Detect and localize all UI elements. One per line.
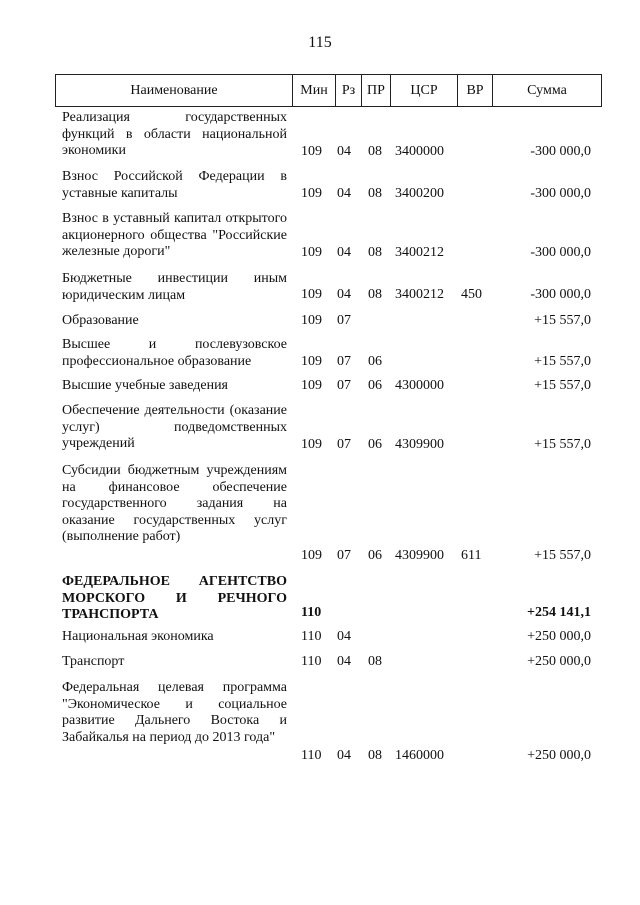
- row-csr: 4300000: [395, 378, 444, 393]
- row-sum: -300 000,0: [530, 287, 591, 302]
- row-rz: 04: [337, 245, 351, 260]
- row-name: Образование: [62, 313, 139, 328]
- row-min: 109: [301, 378, 322, 393]
- page-number: 115: [308, 34, 332, 51]
- row-pr: 06: [368, 548, 382, 563]
- row-pr: 06: [368, 437, 382, 452]
- row-name: Взнос Российской Федерации в уставные капиталы: [62, 169, 287, 201]
- row-pr: 08: [368, 287, 382, 302]
- row-sum: -300 000,0: [530, 144, 591, 159]
- row-sum: +250 000,0: [527, 654, 591, 669]
- header-csr: ЦСР: [390, 75, 457, 106]
- row-sum: +15 557,0: [534, 378, 591, 393]
- row-pr: 06: [368, 378, 382, 393]
- row-sum: -300 000,0: [530, 186, 591, 201]
- row-min: 109: [301, 245, 322, 260]
- row-sum: -300 000,0: [530, 245, 591, 260]
- header-vr: ВР: [457, 75, 492, 106]
- row-vr: 611: [461, 548, 482, 563]
- row-min: 110: [301, 629, 322, 644]
- row-min: 109: [301, 186, 322, 201]
- row-name: Бюджетные инвестиции иным юридическим лицам: [62, 271, 287, 303]
- row-name: Транспорт: [62, 654, 125, 669]
- row-name: Высшие учебные заведения: [62, 378, 228, 393]
- row-min: 109: [301, 354, 322, 369]
- row-rz: 04: [337, 748, 351, 763]
- header-min: Мин: [292, 75, 335, 106]
- row-name: ФЕДЕРАЛЬНОЕ АГЕНТСТВО МОРСКОГО И РЕЧНОГО ТРАНСПОРТА: [62, 574, 287, 622]
- row-rz: 07: [337, 437, 351, 452]
- header-name: Наименование: [130, 83, 218, 98]
- row-sum: +254 141,1: [527, 605, 591, 620]
- row-sum: +250 000,0: [527, 629, 591, 644]
- row-rz: 04: [337, 144, 351, 159]
- row-rz: 04: [337, 186, 351, 201]
- row-csr: 3400200: [395, 186, 444, 201]
- row-sum: +250 000,0: [527, 748, 591, 763]
- row-min: 110: [301, 654, 322, 669]
- row-rz: 07: [337, 548, 351, 563]
- row-min: 109: [301, 548, 322, 563]
- row-min: 109: [301, 437, 322, 452]
- row-csr: 4309900: [395, 437, 444, 452]
- row-name: Взнос в уставный капитал открытого акционерного общества "Российские железные дороги": [62, 211, 287, 259]
- row-csr: 1460000: [395, 748, 444, 763]
- row-name: Федеральная целевая программа "Экономическое и социальное развитие Дальнего Востока и Забайкалья на период до 2013 года": [62, 680, 287, 745]
- row-pr: 08: [368, 654, 382, 669]
- header-pr: ПР: [361, 75, 390, 106]
- row-pr: 08: [368, 186, 382, 201]
- header-rz: Рз: [335, 75, 361, 106]
- row-rz: 04: [337, 654, 351, 669]
- row-min: 110: [301, 605, 322, 620]
- row-pr: 06: [368, 354, 382, 369]
- row-name: Национальная экономика: [62, 629, 214, 644]
- row-min: 109: [301, 313, 322, 328]
- row-csr: 3400212: [395, 245, 444, 260]
- row-vr: 450: [461, 287, 482, 302]
- row-rz: 04: [337, 629, 351, 644]
- row-min: 110: [301, 748, 322, 763]
- header-sum: Сумма: [492, 75, 601, 106]
- row-min: 109: [301, 287, 322, 302]
- row-name: Высшее и послевузовское профессиональное образование: [62, 337, 287, 369]
- row-sum: +15 557,0: [534, 548, 591, 563]
- row-rz: 07: [337, 378, 351, 393]
- row-name: Субсидии бюджетным учреждениям на финансовое обеспечение государственного задания на оказание государственных услуг (выполнение работ): [62, 463, 287, 544]
- row-csr: 4309900: [395, 548, 444, 563]
- row-csr: 3400212: [395, 287, 444, 302]
- row-sum: +15 557,0: [534, 354, 591, 369]
- row-rz: 07: [337, 313, 351, 328]
- row-sum: +15 557,0: [534, 313, 591, 328]
- row-rz: 04: [337, 287, 351, 302]
- row-pr: 08: [368, 748, 382, 763]
- row-pr: 08: [368, 144, 382, 159]
- row-pr: 08: [368, 245, 382, 260]
- row-name: Реализация государственных функций в области национальной экономики: [62, 110, 287, 158]
- row-min: 109: [301, 144, 322, 159]
- row-rz: 07: [337, 354, 351, 369]
- row-csr: 3400000: [395, 144, 444, 159]
- row-name: Обеспечение деятельности (оказание услуг) подведомственных учреждений: [62, 403, 287, 451]
- row-sum: +15 557,0: [534, 437, 591, 452]
